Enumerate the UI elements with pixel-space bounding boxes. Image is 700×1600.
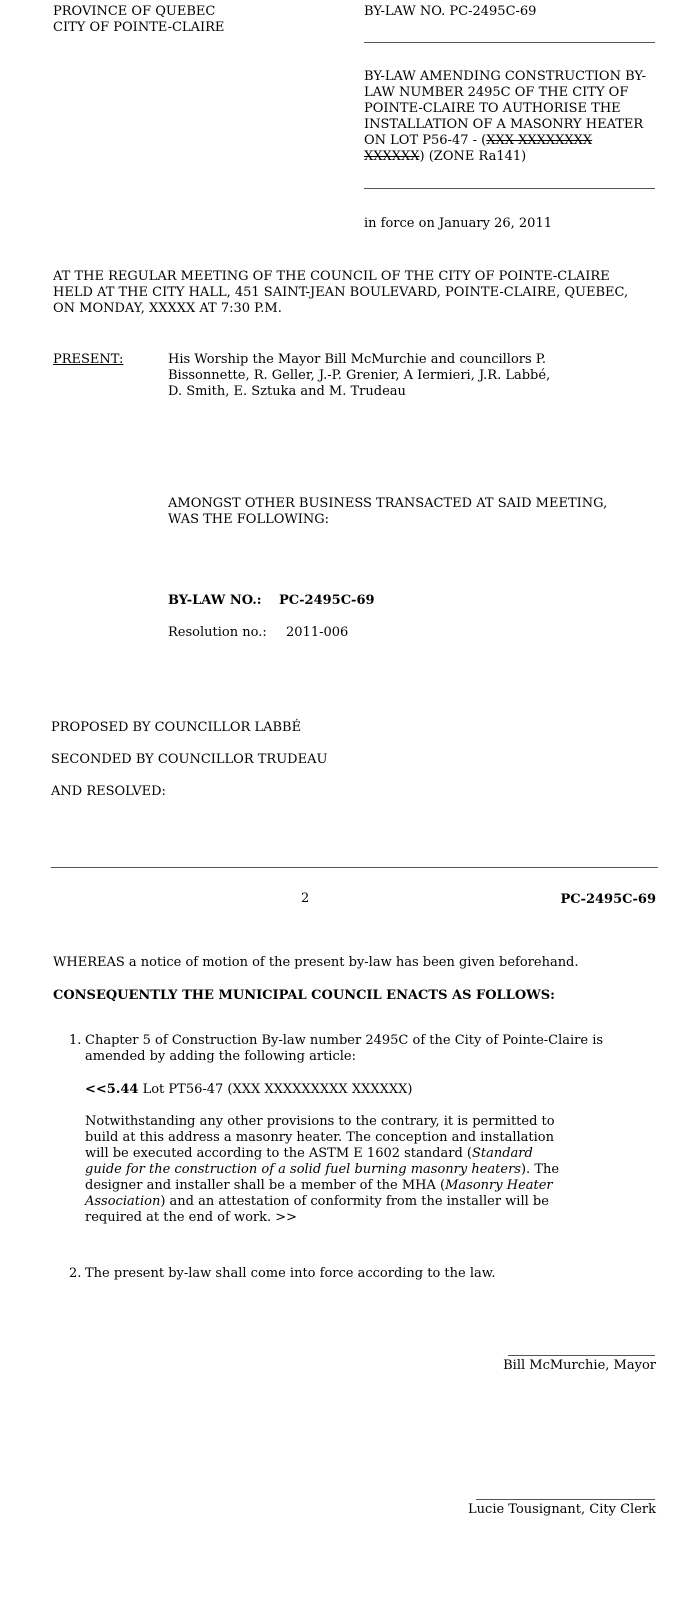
seconded-by: SECONDED BY COUNCILLOR TRUDEAU (51, 752, 328, 767)
in-force-date: in force on January 26, 2011 (364, 216, 552, 231)
header-left (53, 4, 224, 36)
article-body (85, 1114, 565, 1226)
item-1-number: 1. (69, 1033, 82, 1048)
divider-top (364, 42, 655, 43)
article-body-part2: ). The designer and installer shall be a member of the MHA ( (85, 1162, 560, 1193)
article-body-part1: Notwithstanding any other provisions to the contrary, it is permitted to build at this address a masonry heater. The conception and installation will be executed according to the ASTM E 1602 standard ( (85, 1114, 555, 1161)
article-heading (85, 1082, 412, 1098)
article-number: <<5.44 (85, 1082, 139, 1097)
consequently-heading: CONSEQUENTLY THE MUNICIPAL COUNCIL ENACTS AS FOLLOWS: (53, 988, 555, 1003)
mayor-signature-line (508, 1355, 655, 1356)
page-number: 2 (301, 891, 310, 906)
bylaw-no-label: BY-LAW NO.: (168, 593, 262, 608)
bylaw-no-value: PC-2495C-69 (279, 593, 375, 608)
mayor-signature: Bill McMurchie, Mayor (503, 1358, 656, 1373)
resolution-label: Resolution no.: (168, 625, 267, 640)
bylaw-title (364, 69, 654, 165)
meeting-paragraph: AT THE REGULAR MEETING OF THE COUNCIL OF THE CITY OF POINTE-CLAIRE HELD AT THE CITY HALL, 451 SAINT-JEAN BOULEVARD, POINTE-CLAIRE, QUEBEC, ON MONDAY, XXXXX AT 7:30 P.M. (53, 269, 629, 316)
clerk-signature-line (476, 1499, 655, 1500)
clerk-signature: Lucie Tousignant, City Clerk (468, 1502, 656, 1517)
article-title: Lot PT56-47 (XXX XXXXXXXXX XXXXXX) (138, 1082, 413, 1097)
page-break-line (51, 867, 658, 868)
item-1-text: Chapter 5 of Construction By-law number 2495C of the City of Pointe-Claire is amended by adding the following article: (85, 1033, 604, 1064)
city-label: CITY OF POINTE-CLAIRE (53, 20, 225, 35)
bylaw-number: BY-LAW NO. PC-2495C-69 (364, 4, 537, 19)
and-resolved: AND RESOLVED: (51, 784, 166, 799)
province-label: PROVINCE OF QUEBEC (53, 4, 216, 19)
bylaw-title-part2: ) (ZONE Ra141) (419, 149, 527, 164)
page-reference: PC-2495C-69 (560, 892, 656, 907)
item-2-number: 2. (69, 1266, 82, 1281)
article-mha-name: Masonry Heater Association (85, 1178, 553, 1209)
article-standard-title: Standard guide for the construction of a solid fuel burning masonry heaters (85, 1146, 533, 1177)
amongst-paragraph: AMONGST OTHER BUSINESS TRANSACTED AT SAID MEETING, WAS THE FOLLOWING: (168, 496, 608, 527)
bylaw-title-part1: BY-LAW AMENDING CONSTRUCTION BY-LAW NUMBER 2495C OF THE CITY OF POINTE-CLAIRE TO AUTHORISE THE INSTALLATION OF A MASONRY HEATER ON LOT P56-47 - ( (364, 69, 646, 148)
present-label: PRESENT: (53, 352, 124, 367)
article-body-part3: ) and an attestation of conformity from the installer will be required at the end of work. >> (85, 1194, 549, 1225)
item-2-text: The present by-law shall come into force according to the law. (85, 1266, 496, 1281)
divider-title (364, 188, 655, 189)
bylaw-title-redacted: XXX XXXXXXXX XXXXXX (364, 133, 593, 164)
resolution-value: 2011-006 (286, 625, 349, 640)
present-list: His Worship the Mayor Bill McMurchie and councillors P. Bissonnette, R. Geller, J.-P. Grenier, A Iermieri, J.R. Labbé, D. Smith, E. Sztuka and M. Trudeau (168, 352, 551, 399)
proposed-by: PROPOSED BY COUNCILLOR LABBÉ (51, 720, 302, 735)
whereas-paragraph: WHEREAS a notice of motion of the present by-law has been given beforehand. (53, 955, 579, 970)
